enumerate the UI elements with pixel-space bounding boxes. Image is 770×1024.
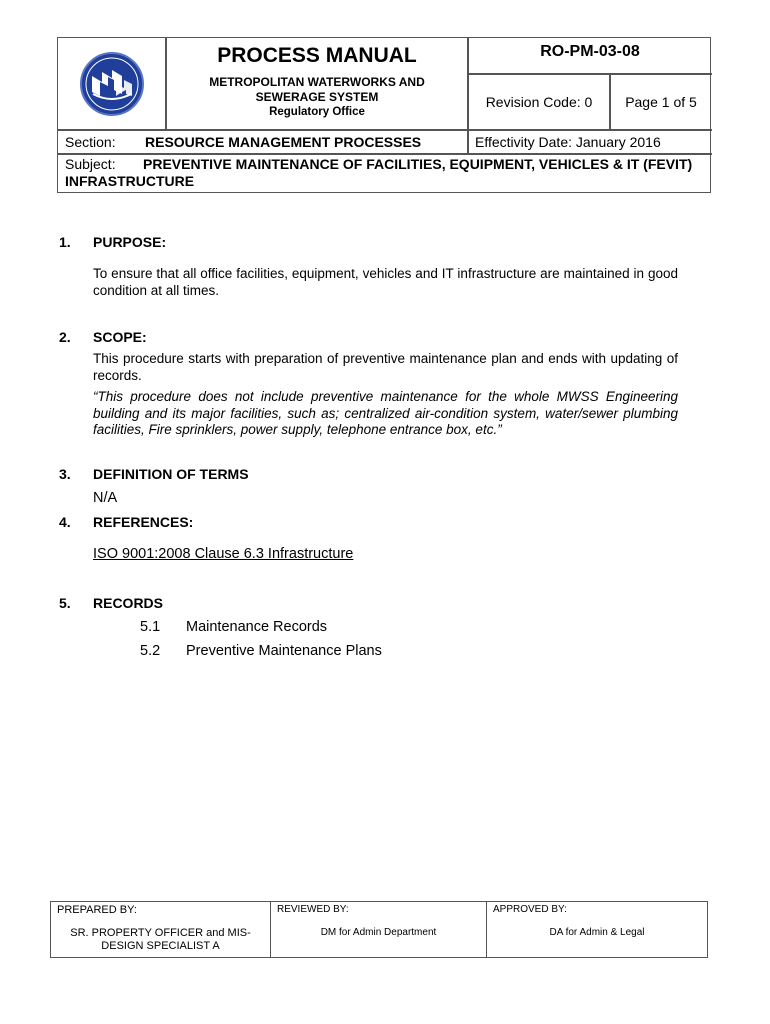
reference-link[interactable]: ISO 9001:2008 Clause 6.3 Infrastructure <box>93 546 354 562</box>
section-title: SCOPE: <box>93 329 147 345</box>
mwss-logo-icon <box>78 50 146 118</box>
org-office: Regulatory Office <box>269 106 365 118</box>
record-item-label: Preventive Maintenance Plans <box>186 643 382 659</box>
section-number: 2. <box>59 329 71 345</box>
subject-row <box>58 154 712 194</box>
approved-by-label: APPROVED BY: <box>493 904 567 915</box>
prepared-by-value <box>51 927 270 953</box>
page-number: Page 1 of 5 <box>625 94 697 110</box>
section-title: DEFINITION OF TERMS <box>93 466 249 482</box>
org-line-1: METROPOLITAN WATERWORKS AND <box>209 75 425 89</box>
record-item-number: 5.1 <box>140 619 161 635</box>
approved-by-value: DA for Admin & Legal <box>549 927 645 938</box>
effectivity-date: Effectivity Date: January 2016 <box>475 134 661 150</box>
reviewed-by-value: DM for Admin Department <box>320 927 437 938</box>
reviewed-by-label: REVIEWED BY: <box>277 904 349 915</box>
prepared-by-cell <box>51 902 271 957</box>
section-number: 5. <box>59 595 71 611</box>
reviewed-by-cell <box>271 902 487 957</box>
section-value: RESOURCE MANAGEMENT PROCESSES <box>145 134 422 150</box>
record-item-number: 5.2 <box>140 643 161 659</box>
purpose-text: To ensure that all office facilities, equipment, vehicles and IT infrastructure are maintained in good condition at all times. <box>93 266 678 298</box>
prepared-by-line-1: SR. PROPERTY OFFICER and MIS- <box>70 927 251 939</box>
section-title: REFERENCES: <box>93 514 194 530</box>
subject-label: Subject: <box>65 156 116 172</box>
revision-code: Revision Code: 0 <box>485 94 593 110</box>
definition-text: N/A <box>93 490 118 506</box>
subject-value-line-1: PREVENTIVE MAINTENANCE OF FACILITIES, EQUIPMENT, VEHICLES & IT (FEVIT) <box>143 156 693 172</box>
document-header-table <box>57 37 711 193</box>
organization-name <box>166 74 468 130</box>
mwss-logo <box>58 38 166 130</box>
scope-note: “This procedure does not include preventive maintenance for the whole MWSS Engineering building and its major facilities, such as; centralized air-condition system, water/sewer plumbing facilities, Fire sprinklers, power supply, telephone entrance box, etc.” <box>93 389 678 437</box>
signature-table <box>50 901 708 958</box>
section-label: Section: <box>65 134 116 150</box>
section-row <box>58 130 468 154</box>
prepared-by-label: PREPARED BY: <box>57 904 137 916</box>
subject-value-line-2: INFRASTRUCTURE <box>65 173 195 189</box>
section-number: 3. <box>59 466 71 482</box>
record-item-label: Maintenance Records <box>186 619 328 635</box>
scope-text: This procedure starts with preparation of preventive maintenance plan and ends with updating of records. <box>93 351 678 383</box>
approved-by-cell <box>487 902 707 957</box>
document-code: RO-PM-03-08 <box>540 43 640 60</box>
org-line-2: SEWERAGE SYSTEM <box>255 90 379 104</box>
section-number: 4. <box>59 514 71 530</box>
section-title: RECORDS <box>93 595 164 611</box>
section-number: 1. <box>59 234 71 250</box>
section-title: PURPOSE: <box>93 234 167 250</box>
manual-title: PROCESS MANUAL <box>217 44 417 67</box>
prepared-by-line-2: DESIGN SPECIALIST A <box>101 940 220 952</box>
